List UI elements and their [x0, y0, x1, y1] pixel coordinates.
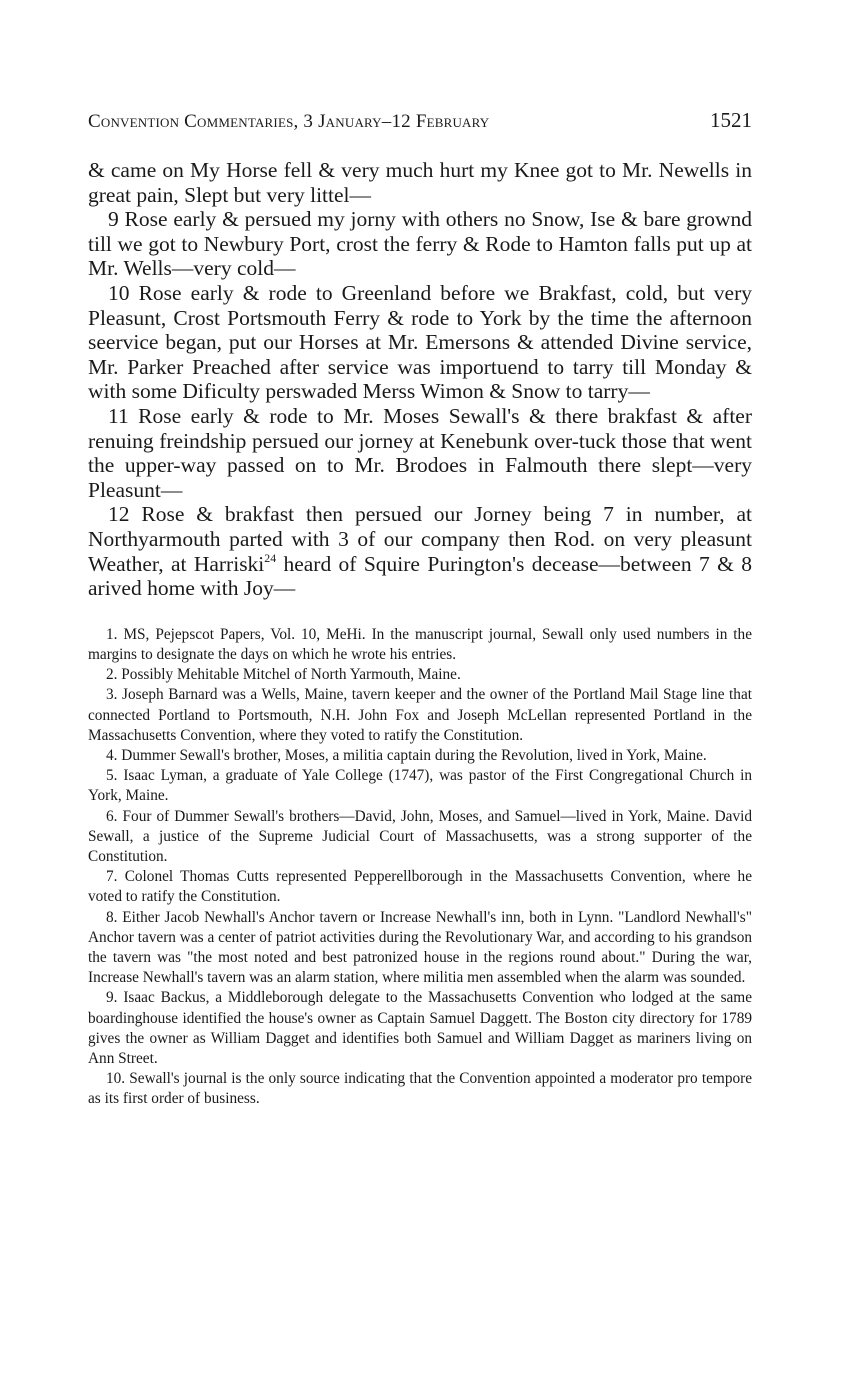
footnote: 4. Dummer Sewall's brother, Moses, a militia captain during the Revolution, lived in York, Maine.: [106, 746, 707, 764]
document-page: [88, 108, 752, 1110]
footnotes: [88, 625, 752, 1110]
journal-paragraph: 11 Rose early & rode to Mr. Moses Sewall's & there brakfast & after renuing freindship persued our jorney at Kenebunk over-tuck those that went the upper-way passed on to Mr. Brodoes in Falmouth there slept—very Pleasunt—: [88, 403, 752, 502]
footnote: 5. Isaac Lyman, a graduate of Yale College (1747), was pastor of the First Congregational Church in York, Maine.: [88, 767, 752, 805]
footnote-reference: 24: [264, 550, 277, 565]
journal-text-run: heard of Squire Purington's decease—between 7 & 8 arived home with Joy—: [88, 551, 752, 601]
footnote: 3. Joseph Barnard was a Wells, Maine, tavern keeper and the owner of the Portland Mail Stage line that connected Portland to Portsmouth, N.H. John Fox and Joseph McLellan represented Portland in the Massachusetts Convention, where they voted to ratify the Constitution.: [88, 686, 752, 744]
footnote: 8. Either Jacob Newhall's Anchor tavern or Increase Newhall's inn, both in Lynn. "Landlord Newhall's" Anchor tavern was a center of patriot activities during the Revolutionary War, and according to his grandson the tavern was "the most noted and best patronized house in the regions round about." During the war, Increase Newhall's tavern was an alarm station, where militia men assembled when the alarm was sounded.: [88, 908, 752, 987]
footnote: 1. MS, Pejepscot Papers, Vol. 10, MeHi. In the manuscript journal, Sewall only used numbers in the margins to designate the days on which he wrote his entries.: [88, 625, 752, 663]
journal-paragraph: [88, 502, 752, 600]
footnote: 9. Isaac Backus, a Middleborough delegate to the Massachusetts Convention who lodged at the same boardinghouse identified the house's owner as Captain Samuel Daggett. The Boston city directory for 1789 gives the owner as William Dagget and identifies both Samuel and William Dagget as mariners living on Ann Street.: [88, 989, 752, 1067]
footnote: 7. Colonel Thomas Cutts represented Pepperellborough in the Massachusetts Convention, where he voted to ratify the Constitution.: [88, 868, 752, 906]
running-head-title: Convention Commentaries, 3 January–12 February: [88, 111, 490, 132]
journal-text-run: 12 Rose & brakfast then persued our Jorney being 7 in number, at Northyarmouth parted with 3 of our company then Rod. on very pleasunt Weather, at Harriski: [88, 502, 752, 576]
journal-text: [88, 158, 752, 601]
running-head: [88, 108, 752, 144]
footnote: 10. Sewall's journal is the only source indicating that the Convention appointed a moderator pro tempore as its first order of business.: [88, 1070, 752, 1108]
journal-paragraph: 10 Rose early & rode to Greenland before we Brakfast, cold, but very Pleasunt, Crost Portsmouth Ferry & rode to York by the time the afternoon seervice began, put our Horses at Mr. Emersons & attended Divine service, Mr. Parker Preached after service was importuend to tarry till Monday & with some Dificulty perswaded Merss Wimon & Snow to tarry—: [88, 280, 752, 404]
page-number: 1521: [710, 108, 752, 132]
footnote: 6. Four of Dummer Sewall's brothers—David, John, Moses, and Samuel—lived in York, Maine. David Sewall, a justice of the Supreme Judicial Court of Massachusetts, was a strong supporter of the Constitution.: [88, 807, 752, 865]
journal-paragraph: 9 Rose early & persued my jorny with others no Snow, Ise & bare grownd till we got to Newbury Port, crost the ferry & Rode to Hamton falls put up at Mr. Wells—very cold—: [88, 207, 752, 281]
footnote: 2. Possibly Mehitable Mitchel of North Yarmouth, Maine.: [106, 666, 461, 684]
journal-paragraph: & came on My Horse fell & very much hurt my Knee got to Mr. Newells in great pain, Slept but very littel—: [88, 158, 752, 207]
